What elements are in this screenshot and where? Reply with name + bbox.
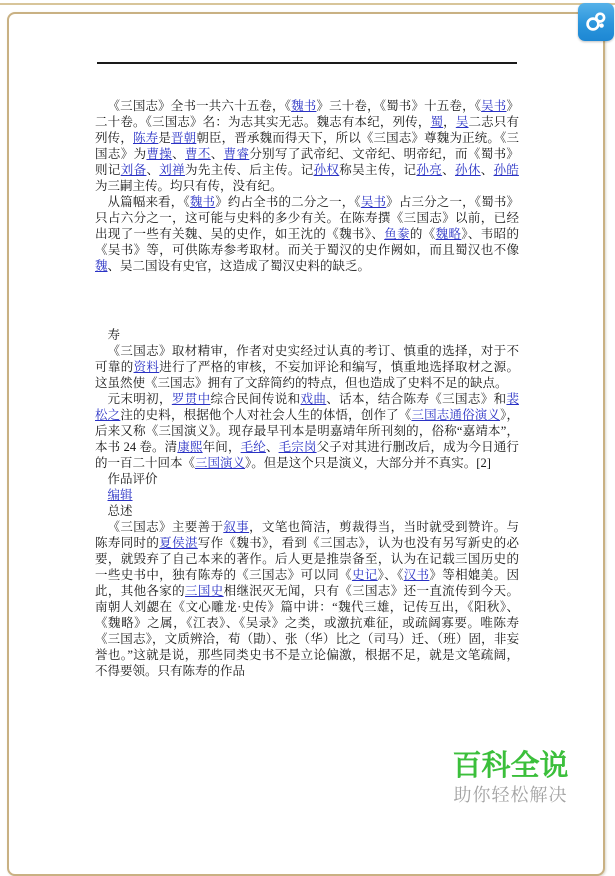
text-run: 、 — [480, 163, 494, 177]
text-run: 》约占全书的二分之一，《 — [215, 195, 361, 209]
wiki-link[interactable]: 康熙 — [177, 440, 203, 454]
text-run: 、 — [172, 147, 186, 161]
text-run: 《三国志》主要善于 — [107, 520, 224, 534]
text-run: 》。但是这个只是演义，大部分并不真实。[2] — [245, 456, 491, 470]
paragraph — [95, 487, 519, 503]
wiki-link[interactable]: 史记 — [351, 568, 378, 582]
text-run: 二志只有列传， — [95, 115, 519, 145]
wiki-link[interactable]: 罗贯中 — [171, 392, 211, 406]
wiki-link[interactable]: 毛纶 — [240, 440, 266, 454]
wiki-link[interactable]: 刘备 — [120, 163, 147, 177]
text-run: 注的史料，根据他个人对社会人生的体悟，创作了《 — [120, 408, 412, 422]
text-run: 年间， — [202, 440, 241, 454]
wiki-link[interactable]: 魏书 — [291, 99, 317, 113]
text-run: ， — [443, 115, 456, 129]
paragraph — [95, 471, 519, 487]
text-run: 为三嗣主传。均只有传，没有纪。 — [95, 179, 283, 193]
text-run: 综合民间传说和 — [210, 392, 301, 406]
wiki-link[interactable]: 曹睿 — [223, 147, 250, 161]
text-run: 的《 — [409, 227, 436, 241]
wiki-link[interactable]: 鱼豢 — [384, 227, 410, 241]
text-run: 朝臣，晋承魏而得天下，所以《三国志》尊魏为正统。《三国志》为 — [95, 131, 519, 161]
text-run: 》，后来又称《三国演义》。现存最早刊本是明嘉靖年所刊刻的，俗称“嘉靖本”，本书 24 卷。清 — [95, 408, 519, 454]
wiki-link[interactable]: 叙事 — [223, 520, 250, 534]
share-icon — [583, 9, 609, 35]
text-run: 》占三分之一，《蜀书》只占六分之一，这可能与史料的多少有关。在陈寿撰《三国志》以前，已经出现了一些有关魏、吴的史作，如王沈的《魏书》、 — [95, 195, 519, 241]
text-run: 寿 — [107, 328, 121, 342]
wiki-link[interactable]: 吴书 — [481, 99, 507, 113]
wiki-link[interactable]: 裴松之 — [95, 392, 519, 422]
paragraph — [95, 519, 519, 679]
text-run: 元末明初， — [107, 392, 172, 406]
document-body — [95, 62, 519, 679]
wiki-link[interactable]: 曹操 — [146, 147, 173, 161]
watermark-subtitle: 助你轻松解决 — [453, 785, 568, 805]
wiki-link[interactable]: 魏书 — [189, 195, 216, 209]
wiki-link[interactable]: 蜀 — [430, 115, 444, 129]
text-run: 为先主传、后主传。记 — [185, 163, 314, 177]
text-run: 、吴二国设有史官，这造成了蜀汉史料的缺乏。 — [107, 259, 371, 273]
text-run: 《三国志》全书一共六十五卷，《 — [107, 99, 292, 113]
text-run: 》、《 — [377, 568, 404, 582]
wiki-link[interactable]: 孙皓 — [493, 163, 519, 177]
wiki-link[interactable]: 编辑 — [107, 488, 133, 502]
wiki-link[interactable]: 魏 — [95, 259, 108, 273]
wiki-link[interactable]: 吴 — [455, 115, 469, 129]
text-run: 》、韦昭的《吴书》等，可供陈寿参考取材。而关于蜀汉的史作阙如，而且蜀汉也不像 — [95, 227, 519, 257]
share-button[interactable] — [578, 3, 614, 41]
text-run: 分别写了武帝纪、文帝纪、明帝纪，而《蜀书》则记 — [95, 147, 519, 177]
paragraph — [95, 503, 519, 519]
text-run: 称吴主传，记 — [339, 163, 417, 177]
text-run: 作品评价 — [107, 472, 158, 486]
wiki-link[interactable]: 汉书 — [403, 568, 430, 582]
text-run: 》二十卷。《三国志》名：为志其实无志。魏志有本纪，列传， — [95, 99, 519, 129]
wiki-link[interactable]: 孙权 — [313, 163, 340, 177]
text-run: 相继泯灭无闻，只有《三国志》还一直流传到今天。南朝人刘勰在《文心雕龙·史传》篇中讲：“魏代三雄，记传互出，《阳秋》、《魏略》之属，《江表》、《吴录》之类，或激抗难征，或疏阔寡要。唯陈寿《三国志》，文质辨洽，荀（勖）、张（华）比之（司马）迁、（班）固，非妄誉也。”这就是说，那些同类史书不是立论偏激，根据不足，就是文笔疏阔，不得要领。只有陈寿的作品 — [95, 584, 519, 678]
wiki-link[interactable]: 三国演义 — [195, 456, 246, 470]
wiki-link[interactable]: 夏侯湛 — [159, 536, 198, 550]
wiki-link[interactable]: 三国志通俗演义 — [411, 408, 501, 422]
frame-top-line — [0, 3, 615, 5]
watermark — [438, 751, 583, 805]
wiki-link[interactable]: 孙休 — [454, 163, 481, 177]
paragraph — [95, 327, 519, 343]
text-run: 》三十卷，《蜀书》十五卷，《 — [316, 99, 482, 113]
text-run: ，文笔也简洁，剪裁得当，当时就受到赞许。与陈寿同时的 — [95, 520, 519, 550]
paragraph — [95, 391, 519, 471]
wiki-link[interactable]: 戏曲 — [300, 392, 327, 406]
paragraph — [95, 98, 519, 194]
text-run: 进行了严格的审核，不妄加评论和编写，慎重地选择取材之源。这虽然使《三国志》拥有了文辞简约的特点，但也造成了史料不足的缺点。 — [95, 360, 519, 390]
text-run: 、 — [210, 147, 224, 161]
text-run: 、话本，结合陈寿《三国志》和 — [326, 392, 507, 406]
text-run: 总述 — [107, 504, 133, 518]
text-run: 《三国志》取材精审，作者对史实经过认真的考订、慎重的选择，对于不可靠的 — [95, 344, 519, 374]
text-run: 写作《魏书》，看到《三国志》，认为也没有另写新史的必要，就毁弃了自己本来的著作。后人更是推崇备至，认为在记载三国历史的一些史书中，独有陈寿的《三国志》可以同《 — [95, 536, 519, 582]
wiki-link[interactable]: 孙亮 — [416, 163, 443, 177]
wiki-link[interactable]: 陈寿 — [132, 131, 159, 145]
wiki-link[interactable]: 曹丕 — [185, 147, 211, 161]
text-run: 从篇幅来看，《 — [107, 195, 190, 209]
wiki-link[interactable]: 魏略 — [435, 227, 462, 241]
wiki-link[interactable]: 吴书 — [360, 195, 387, 209]
watermark-title: 百科全说 — [452, 750, 569, 782]
wiki-link[interactable]: 三国史 — [185, 584, 224, 598]
blank-gap — [95, 274, 519, 327]
text-run: 、 — [265, 440, 279, 454]
divider-line — [97, 62, 517, 64]
text-run: 》等相媲美。因此，其他各家的 — [95, 568, 519, 598]
text-run: 、 — [442, 163, 455, 177]
text-run: 父子对其进行删改后，成为今日通行的一百二十回本《 — [95, 440, 519, 470]
wiki-link[interactable]: 晋朝 — [170, 131, 197, 145]
paragraph — [95, 194, 519, 274]
text-run: 、 — [146, 163, 160, 177]
text-run: 是 — [158, 131, 171, 145]
paragraph — [95, 343, 519, 391]
paragraph-list — [95, 98, 519, 679]
wiki-link[interactable]: 刘禅 — [159, 163, 186, 177]
wiki-link[interactable]: 资料 — [133, 360, 160, 374]
wiki-link[interactable]: 毛宗岗 — [278, 440, 317, 454]
